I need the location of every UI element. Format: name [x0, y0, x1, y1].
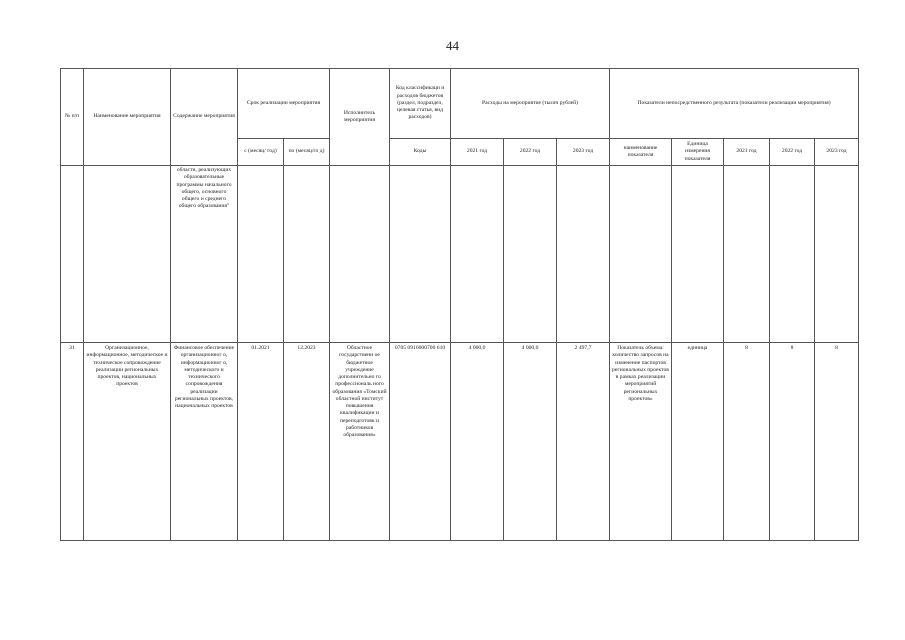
header-expenses: Расходы на мероприятие (тысяч рублей) — [451, 69, 610, 139]
header-exp-2021: 2021 год — [451, 139, 504, 166]
page-number: 44 — [446, 38, 459, 53]
header-res-2023: 2023 год — [815, 139, 859, 166]
header-exp-2023: 2023 год — [557, 139, 610, 166]
row-exp-2022: 4 000,0 — [504, 343, 557, 541]
continuation-content: области, реализующих образовательные программы начального общего, основного общего и среднего общего образования" — [171, 166, 238, 343]
header-executor: Исполнитель мероприятия — [330, 69, 390, 166]
header-res-2022: 2022 год — [770, 139, 815, 166]
row-content: Финансовое обеспечение организационног о, информационног о, методического и технического сопровождения реализации региональных проектов, национальных проектов — [171, 343, 238, 541]
row-exp-2021: 4 000,0 — [451, 343, 504, 541]
header-codes: Коды — [390, 139, 451, 166]
header-period-from: с (месяц/ год) — [238, 139, 284, 166]
row-ind-name: Показатель объема: количество запросов на изменение паспортов региональных проектов в рамках реализации мероприятий региональных проектов» — [610, 343, 672, 541]
header-period-to: по (месяц/го д) — [284, 139, 330, 166]
continuation-row — [61, 166, 859, 343]
row-from: 01.2021 — [238, 343, 284, 541]
header-num: № п/п — [61, 69, 84, 166]
row-res-2022: 8 — [770, 343, 815, 541]
row-name: Организационное, информационное, методическое и техническое сопровождение реализации региональных проектов, национальных проектов — [84, 343, 171, 541]
header-ind-unit: Единица измерения показателя — [672, 139, 724, 166]
row-exp-2023: 2 497,7 — [557, 343, 610, 541]
activities-table — [60, 68, 859, 541]
row-code: 0705 0916000700 610 — [390, 343, 451, 541]
table-row — [61, 343, 859, 541]
header-code-class: Код классификаци и расходов бюджетов (раздел, подраздел, целевая статья, вид расходов) — [390, 69, 451, 139]
row-executor: Областное государственн ое бюджетное учреждение дополнительно го профессиональ ного образования «Томский областной институт повышения квалификации и переподготовк и работников образования» — [330, 343, 390, 541]
header-res-2021: 2021 год — [724, 139, 770, 166]
header-ind-name: наименование показателя — [610, 139, 672, 166]
header-results: Показатели непосредственного результата (показатели реализации мероприятия) — [610, 69, 859, 139]
row-ind-unit: единица — [672, 343, 724, 541]
row-num: 31 — [61, 343, 84, 541]
row-res-2023: 8 — [815, 343, 859, 541]
header-exp-2022: 2022 год — [504, 139, 557, 166]
row-to: 12.2023 — [284, 343, 330, 541]
header-name: Наименование мероприятия — [84, 69, 171, 166]
header-period: Срок реализации мероприятия — [238, 69, 330, 139]
header-content: Содержание мероприятия — [171, 69, 238, 166]
header-row-1 — [61, 69, 859, 139]
row-res-2021: 8 — [724, 343, 770, 541]
